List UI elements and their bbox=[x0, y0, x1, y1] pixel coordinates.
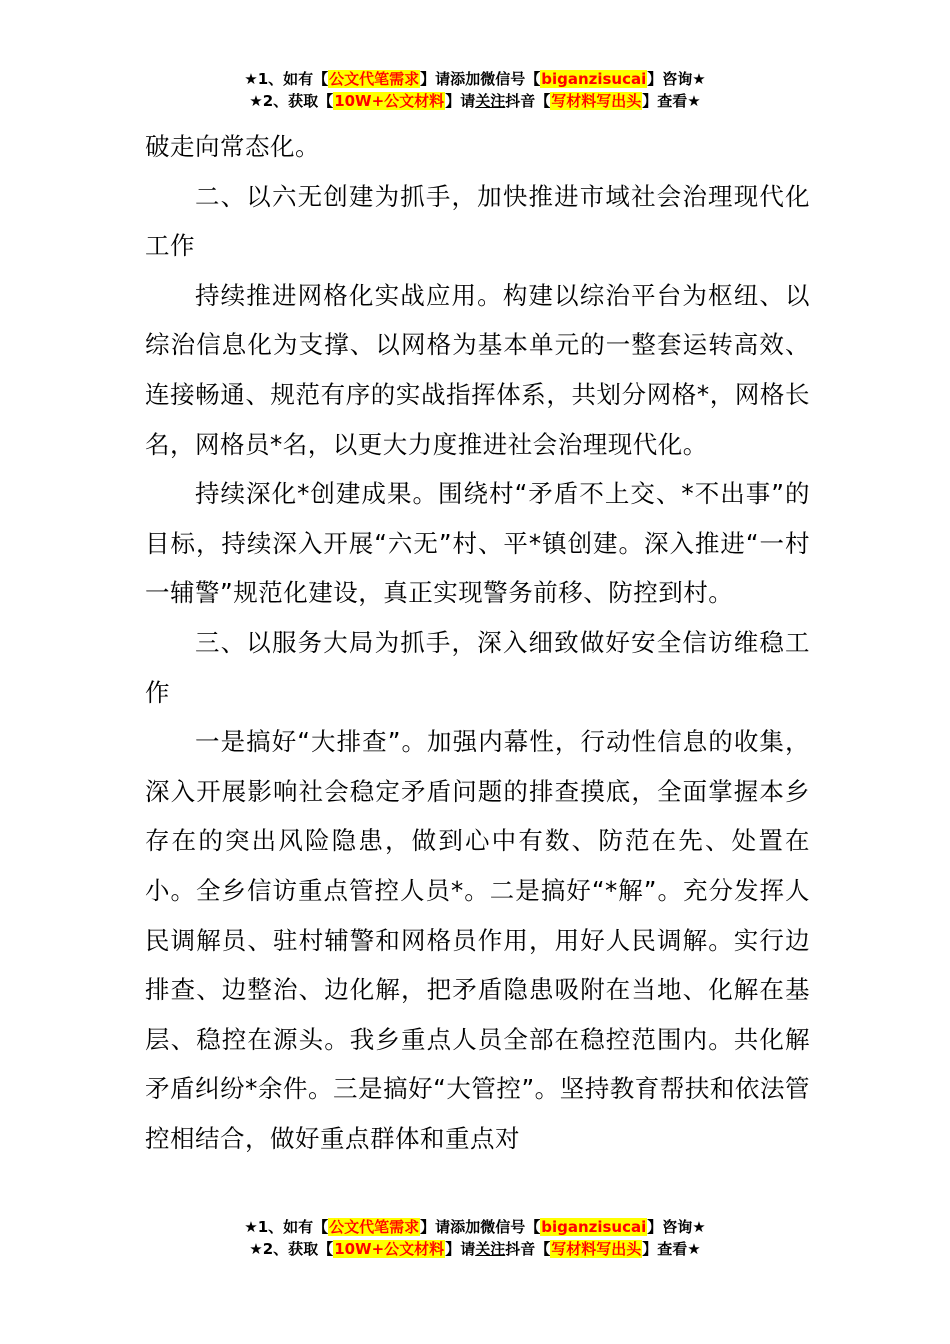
paragraph: 破走向常态化。 bbox=[145, 132, 320, 161]
banner-line-2 bbox=[0, 1238, 950, 1260]
banner-emphasis: 加 bbox=[465, 70, 481, 88]
banner-emphasis: 关注 bbox=[475, 1240, 506, 1258]
banner-text: 】查看★ bbox=[642, 1240, 701, 1258]
banner-text: ★2、获取【 bbox=[249, 92, 334, 110]
banner-highlight: 公文代笔需求 bbox=[329, 1218, 420, 1236]
banner-text: 】请添 bbox=[420, 1218, 466, 1236]
top-banner bbox=[0, 68, 950, 112]
banner-text: 】查看★ bbox=[642, 92, 701, 110]
banner-text: 】请添 bbox=[420, 70, 466, 88]
banner-text: 】咨询★ bbox=[647, 1218, 706, 1236]
banner-line-2 bbox=[0, 90, 950, 112]
banner-highlight: 写材料写出头 bbox=[551, 1240, 642, 1258]
banner-text: ★1、如有【 bbox=[244, 1218, 329, 1236]
banner-highlight: 写材料写出头 bbox=[551, 92, 642, 110]
section-heading: 三、以服务大局为抓手，深入细致做好安全信访维稳工作 bbox=[145, 627, 810, 707]
banner-text: 】请 bbox=[445, 1240, 476, 1258]
banner-text: 微信号【 bbox=[480, 70, 541, 88]
banner-text: 抖音【 bbox=[505, 92, 551, 110]
banner-text: 微信号【 bbox=[480, 1218, 541, 1236]
banner-text: 抖音【 bbox=[505, 1240, 551, 1258]
banner-emphasis: 加 bbox=[465, 1218, 481, 1236]
banner-highlight: 公文代笔需求 bbox=[329, 70, 420, 88]
banner-highlight: biganzisucai bbox=[541, 1218, 647, 1236]
banner-highlight: biganzisucai bbox=[541, 70, 647, 88]
banner-text: 】咨询★ bbox=[647, 70, 706, 88]
banner-highlight: 10W+公文材料 bbox=[334, 1240, 445, 1258]
banner-emphasis: 关注 bbox=[475, 92, 506, 110]
paragraph: 一是搞好“大排查”。加强内幕性，行动性信息的收集，深入开展影响社会稳定矛盾问题的排查摸底，全面掌握本乡存在的突出风险隐患，做到心中有数、防范在先、处置在小。全乡信访重点管控人员*。二是搞好“*解”。充分发挥人民调解员、驻村辅警和网格员作用，用好人民调解。实行边排查、边整治、边化解，把矛盾隐患吸附在当地、化解在基层、稳控在源头。我乡重点人员全部在稳控范围内。共化解矛盾纠纷*余件。三是搞好“大管控”。坚持教育帮扶和依法管控相结合，做好重点群体和重点对 bbox=[145, 727, 810, 1153]
banner-highlight: 10W+公文材料 bbox=[334, 92, 445, 110]
bottom-banner bbox=[0, 1216, 950, 1260]
document-body bbox=[145, 122, 810, 1163]
paragraph: 持续深化*创建成果。围绕村“矛盾不上交、*不出事”的目标，持续深入开展“六无”村、平*镇创建。深入推进“一村一辅警”规范化建设，真正实现警务前移、防控到村。 bbox=[145, 479, 810, 608]
banner-line-1 bbox=[0, 1216, 950, 1238]
section-heading: 二、以六无创建为抓手，加快推进市域社会治理现代化工作 bbox=[145, 181, 810, 261]
banner-line-1 bbox=[0, 68, 950, 90]
banner-text: 】请 bbox=[445, 92, 476, 110]
banner-text: ★1、如有【 bbox=[244, 70, 329, 88]
banner-text: ★2、获取【 bbox=[249, 1240, 334, 1258]
paragraph: 持续推进网格化实战应用。构建以综治平台为枢纽、以综治信息化为支撑、以网格为基本单元的一整套运转高效、连接畅通、规范有序的实战指挥体系，共划分网格*，网格长名，网格员*名，以更大力度推进社会治理现代化。 bbox=[145, 280, 810, 459]
